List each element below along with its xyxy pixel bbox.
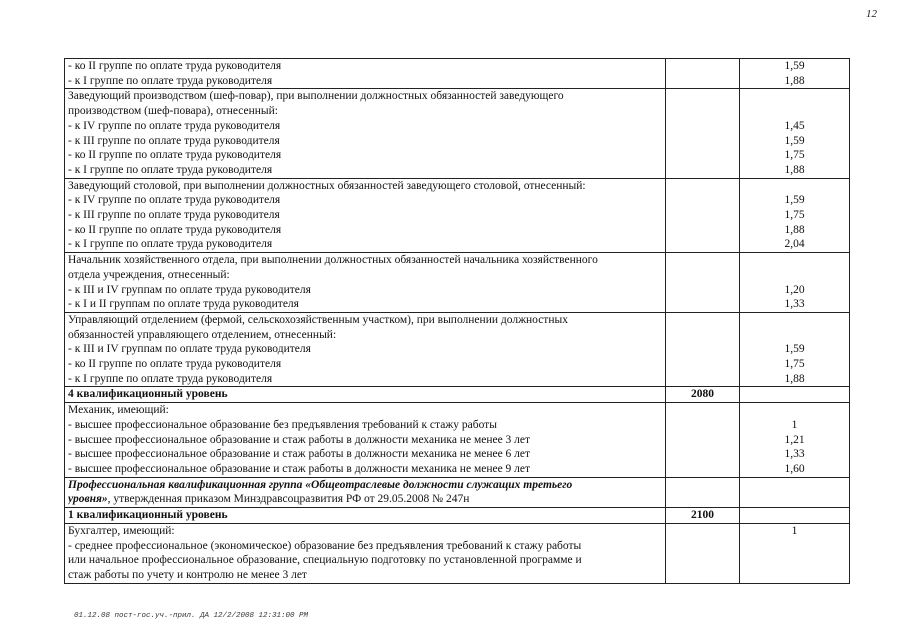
salary-cell bbox=[666, 523, 740, 583]
position-description bbox=[65, 253, 666, 313]
group-title-line: Профессиональная квалификационная группа «Общеотраслевые должности служащих третьего bbox=[68, 478, 573, 491]
coefficient-value: 1,59 bbox=[784, 60, 805, 72]
coefficient-value bbox=[743, 328, 846, 343]
position-description bbox=[65, 178, 666, 253]
text-line: - к IV группе по оплате труда руководителя bbox=[68, 119, 281, 132]
position-block-accountant bbox=[65, 523, 850, 583]
coefficient-value: 1,88 bbox=[784, 372, 805, 385]
level-4-row bbox=[65, 387, 850, 403]
position-block-chef bbox=[65, 89, 850, 178]
base-salary: 2100 bbox=[666, 508, 740, 524]
level-label: 4 квалификационный уровень bbox=[65, 387, 666, 403]
salary-cell bbox=[666, 403, 740, 478]
position-description bbox=[65, 312, 666, 387]
text-line: Механик, имеющий: bbox=[68, 404, 169, 417]
coefficient-cell bbox=[740, 178, 850, 253]
coefficient-value bbox=[743, 313, 846, 328]
level-label: 1 квалификационный уровень bbox=[65, 508, 666, 524]
salary-cell bbox=[666, 477, 740, 507]
document-footer: 01.12.08 пост-гос.уч.-прил. ДА 12/2/2008 12:31:00 PM bbox=[74, 612, 309, 620]
empty-cell bbox=[740, 508, 850, 524]
coefficient-value: 1,75 bbox=[784, 209, 805, 222]
text-line: - высшее профессиональное образование и стаж работы в должности механика не менее 9 лет bbox=[68, 462, 531, 475]
text-line: или начальное профессиональное образование, специальную подготовку по установленной программе и bbox=[68, 554, 582, 567]
level-1-row bbox=[65, 508, 850, 524]
coefficient-value: 1,75 bbox=[784, 149, 805, 162]
group-title-italic: уровня» bbox=[68, 493, 108, 506]
text-line: - ко II группе по оплате труда руководителя bbox=[68, 358, 282, 371]
position-block-household bbox=[65, 253, 850, 313]
text-line: стаж работы по учету и контролю не менее 3 лет bbox=[68, 568, 307, 581]
empty-cell bbox=[740, 387, 850, 403]
coefficient-value: 2,04 bbox=[784, 238, 805, 251]
group-title-line bbox=[68, 492, 662, 507]
coefficient-value: 1,59 bbox=[784, 134, 805, 147]
coefficient-value: 1 bbox=[791, 418, 798, 431]
salary-cell bbox=[666, 253, 740, 313]
position-block-canteen bbox=[65, 178, 850, 253]
coefficient-value bbox=[743, 104, 846, 119]
professional-group-title bbox=[65, 477, 666, 507]
coefficient-value: 1,88 bbox=[784, 74, 805, 87]
coefficient-value: 1,88 bbox=[784, 223, 805, 236]
coefficient-cell bbox=[740, 253, 850, 313]
text-line: - к IV группе по оплате труда руководителя bbox=[68, 194, 281, 207]
coefficients-table bbox=[64, 58, 850, 584]
text-line: - ко II группе по оплате труда руководителя bbox=[68, 149, 282, 162]
text-line: Начальник хозяйственного отдела, при выполнении должностных обязанностей начальника хозяйственного bbox=[68, 254, 598, 267]
text-line: - высшее профессиональное образование без предъявления требований к стажу работы bbox=[68, 418, 497, 431]
base-salary: 2080 bbox=[666, 387, 740, 403]
text-line: - к I и II группам по оплате труда руководителя bbox=[68, 298, 299, 311]
coefficient-value: 1,20 bbox=[784, 283, 805, 296]
coefficient-value bbox=[743, 89, 846, 104]
text-line: - к III группе по оплате труда руководителя bbox=[68, 209, 280, 222]
text-line: обязанностей управляющего отделением, отнесенный: bbox=[68, 328, 337, 341]
coefficient-cell: 1 bbox=[740, 523, 850, 583]
position-description bbox=[65, 403, 666, 478]
text-line: Управляющий отделением (фермой, сельскохозяйственным участком), при выполнении должностных bbox=[68, 313, 568, 326]
coefficient-value: 1,21 bbox=[784, 433, 805, 446]
text-line: - к I группе по оплате труда руководителя bbox=[68, 74, 273, 87]
text-line: - ко II группе по оплате труда руководителя bbox=[68, 60, 282, 72]
coefficient-cell bbox=[740, 477, 850, 507]
text-line: - к III и IV группам по оплате труда руководителя bbox=[68, 343, 311, 356]
coefficient-value bbox=[743, 179, 846, 194]
table-body bbox=[65, 59, 850, 584]
text-line: Заведующий столовой, при выполнении должностных обязанностей заведующего столовой, отнесенный: bbox=[68, 179, 586, 192]
position-block-mechanic bbox=[65, 403, 850, 478]
salary-cell bbox=[666, 312, 740, 387]
coefficient-cell bbox=[740, 403, 850, 478]
page-number: 12 bbox=[866, 8, 877, 20]
coefficient-value bbox=[743, 268, 846, 283]
coefficient-value: 1,88 bbox=[784, 163, 805, 176]
text-line: отдела учреждения, отнесенный: bbox=[68, 268, 230, 281]
text-line: - среднее профессиональное (экономическое) образование без предъявления требований к стажу работы bbox=[68, 539, 582, 552]
coefficient-value: 1,59 bbox=[784, 194, 805, 207]
coefficient-cell bbox=[740, 89, 850, 178]
salary-cell bbox=[666, 59, 740, 89]
position-block-top bbox=[65, 59, 850, 89]
text-line: Бухгалтер, имеющий: bbox=[68, 524, 175, 537]
text-line: производством (шеф-повара), отнесенный: bbox=[68, 105, 278, 118]
text-line: - к I группе по оплате труда руководителя bbox=[68, 238, 273, 251]
coefficient-cell bbox=[740, 59, 850, 89]
position-description bbox=[65, 523, 666, 583]
coefficient-value: 1,75 bbox=[784, 358, 805, 371]
text-line: - к I группе по оплате труда руководителя bbox=[68, 163, 273, 176]
coefficient-value: 1,33 bbox=[784, 448, 805, 461]
coefficient-value: 1,33 bbox=[784, 298, 805, 311]
text-line: - к III группе по оплате труда руководителя bbox=[68, 134, 280, 147]
text-line: Заведующий производством (шеф-повар), при выполнении должностных обязанностей заведующего bbox=[68, 90, 564, 103]
salary-cell bbox=[666, 89, 740, 178]
professional-group-row bbox=[65, 477, 850, 507]
text-line: - к III и IV группам по оплате труда руководителя bbox=[68, 283, 311, 296]
coefficient-value bbox=[743, 403, 846, 418]
coefficient-value: 1,45 bbox=[784, 119, 805, 132]
text-line: - высшее профессиональное образование и стаж работы в должности механика не менее 3 лет bbox=[68, 433, 531, 446]
text-line: - к I группе по оплате труда руководителя bbox=[68, 372, 273, 385]
coefficient-cell bbox=[740, 312, 850, 387]
coefficient-value bbox=[743, 253, 846, 268]
coefficient-value: 1,60 bbox=[784, 462, 805, 475]
coefficient-value: 1,59 bbox=[784, 343, 805, 356]
text-line: - ко II группе по оплате труда руководителя bbox=[68, 223, 282, 236]
text-line: - высшее профессиональное образование и стаж работы в должности механика не менее 6 лет bbox=[68, 448, 531, 461]
group-order-reference: , утвержденная приказом Минздравсоцразвития РФ от 29.05.2008 № 247н bbox=[107, 493, 470, 506]
position-block-farm bbox=[65, 312, 850, 387]
salary-cell bbox=[666, 178, 740, 253]
position-description bbox=[65, 89, 666, 178]
position-description bbox=[65, 59, 666, 89]
